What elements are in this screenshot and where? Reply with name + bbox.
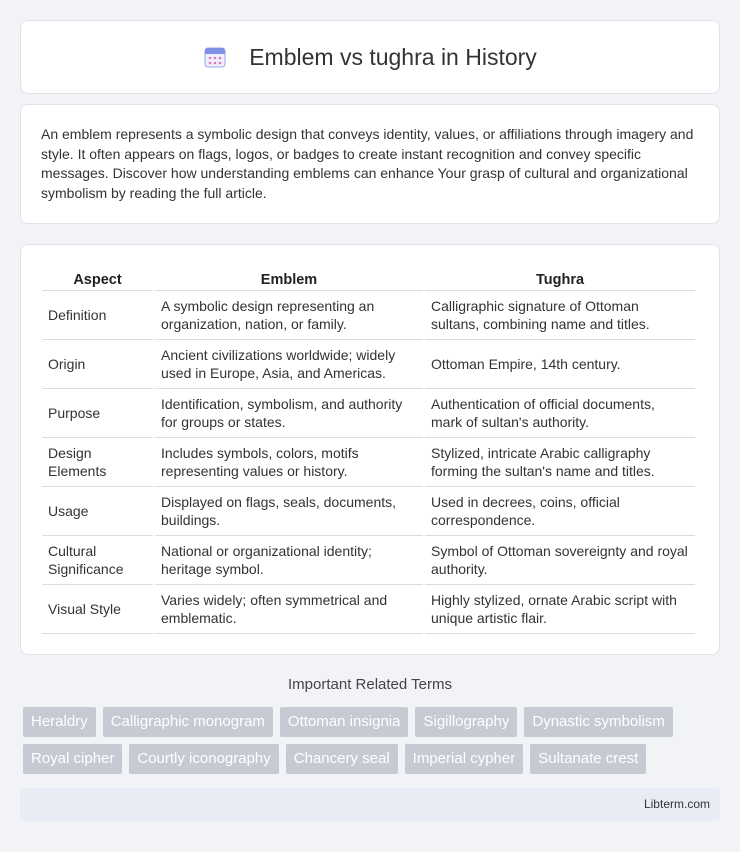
table-row xyxy=(42,389,695,438)
footer-site-link[interactable]: Libterm.com xyxy=(643,797,710,811)
header xyxy=(203,44,537,71)
table-cell-emblem: A symbolic design representing an organization, nation, or family. xyxy=(155,291,423,340)
table-cell-aspect: Origin xyxy=(42,340,153,389)
table-row xyxy=(42,536,695,585)
table-row xyxy=(42,487,695,536)
tag-imperial-cypher[interactable]: Imperial cypher xyxy=(405,744,524,774)
table-row xyxy=(42,340,695,389)
table-cell-emblem: Varies widely; often symmetrical and emblematic. xyxy=(155,585,423,634)
table-cell-tughra: Authentication of official documents, mark of sultan's authority. xyxy=(425,389,695,438)
header-card xyxy=(20,20,720,94)
tag-royal-cipher[interactable]: Royal cipher xyxy=(23,744,122,774)
table-cell-aspect: Design Elements xyxy=(42,438,153,487)
table-cell-tughra: Stylized, intricate Arabic calligraphy forming the sultan's name and titles. xyxy=(425,438,695,487)
intro-card xyxy=(20,104,720,224)
table-header-row xyxy=(42,265,695,291)
table-cell-emblem: Ancient civilizations worldwide; widely used in Europe, Asia, and Americas. xyxy=(155,340,423,389)
calendar-icon xyxy=(203,45,227,69)
table-row xyxy=(42,291,695,340)
footer xyxy=(20,788,720,821)
related-terms-heading: Important Related Terms xyxy=(288,676,452,693)
table-cell-emblem: Displayed on flags, seals, documents, buildings. xyxy=(155,487,423,536)
tag-heraldry[interactable]: Heraldry xyxy=(23,707,96,737)
intro-text: An emblem represents a symbolic design that conveys identity, values, or affiliations through imagery and style. It often appears on flags, logos, or badges to create instant recognition and convey specific messages. Discover how understanding emblems can enhance Your grasp of cultural and organizational symbolism by reading the full article. xyxy=(41,126,694,201)
comparison-table-card xyxy=(20,244,720,655)
table-cell-aspect: Visual Style xyxy=(42,585,153,634)
related-terms-list xyxy=(23,707,723,774)
table-cell-tughra: Symbol of Ottoman sovereignty and royal authority. xyxy=(425,536,695,585)
table-row xyxy=(42,585,695,634)
tag-ottoman-insignia[interactable]: Ottoman insignia xyxy=(280,707,409,737)
table-cell-aspect: Cultural Significance xyxy=(42,536,153,585)
tag-sultanate-crest[interactable]: Sultanate crest xyxy=(530,744,646,774)
table-cell-tughra: Highly stylized, ornate Arabic script with unique artistic flair. xyxy=(425,585,695,634)
table-cell-emblem: National or organizational identity; heritage symbol. xyxy=(155,536,423,585)
page-title: Emblem vs tughra in History xyxy=(249,43,537,70)
tag-sigillography[interactable]: Sigillography xyxy=(415,707,517,737)
tag-courtly-iconography[interactable]: Courtly iconography xyxy=(129,744,278,774)
table-cell-tughra: Used in decrees, coins, official correspondence. xyxy=(425,487,695,536)
table-cell-aspect: Purpose xyxy=(42,389,153,438)
table-row xyxy=(42,438,695,487)
tag-calligraphic-monogram[interactable]: Calligraphic monogram xyxy=(103,707,273,737)
table-cell-aspect: Definition xyxy=(42,291,153,340)
tag-chancery-seal[interactable]: Chancery seal xyxy=(286,744,398,774)
table-cell-emblem: Identification, symbolism, and authority for groups or states. xyxy=(155,389,423,438)
table-cell-tughra: Ottoman Empire, 14th century. xyxy=(425,340,695,389)
table-cell-emblem: Includes symbols, colors, motifs representing values or history. xyxy=(155,438,423,487)
table-cell-tughra: Calligraphic signature of Ottoman sultans, combining name and titles. xyxy=(425,291,695,340)
column-header-aspect: Aspect xyxy=(42,265,153,291)
comparison-table xyxy=(40,265,697,634)
column-header-emblem: Emblem xyxy=(155,265,423,291)
column-header-tughra: Tughra xyxy=(425,265,695,291)
table-cell-aspect: Usage xyxy=(42,487,153,536)
tag-dynastic-symbolism[interactable]: Dynastic symbolism xyxy=(524,707,673,737)
